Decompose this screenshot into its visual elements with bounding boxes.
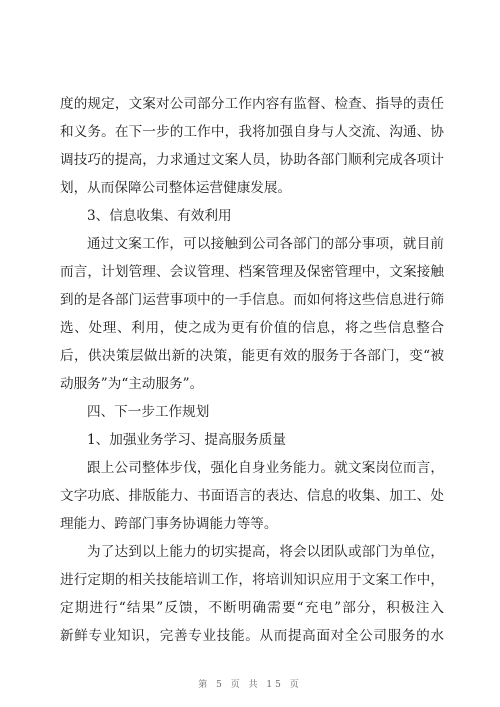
section-heading: 3、信息收集、有效利用 [87,208,232,224]
text-line: 调技巧的提高，力求通过文案人员，协助各部门顺利完成各项计 [60,152,444,168]
page-number: 第 5 页 共 15 页 [198,680,302,690]
text-line: 动服务”为“主动服务”。 [60,376,204,392]
document-body [60,92,444,648]
text-line: 文字功底、排版能力、书面语言的表达、信息的收集、加工、处 [60,488,444,504]
text-line: 理能力、跨部门事务协调能力等等。 [60,516,278,532]
text-line: 进行定期的相关技能培训工作，将培训知识应用于文案工作中， [60,572,444,588]
text-line: 选、处理、利用，使之成为更有价值的信息，将之些信息整合 [60,320,444,336]
subsection-heading: 1、加强业务学习、提高服务质量 [87,432,286,448]
text-line: 为了达到以上能力的切实提高，将会以团队或部门为单位， [87,544,444,560]
text-line: 后，供决策层做出新的决策，能更有效的服务于各部门，变“被 [60,348,444,364]
section-heading: 四、下一步工作规划 [87,404,210,420]
text-line: 度的规定，文案对公司部分工作内容有监督、检查、指导的责任 [60,96,444,112]
text-line: 新鲜专业知识，完善专业技能。从而提高面对全公司服务的水 [60,628,444,644]
text-line: 划，从而保障公司整体运营健康发展。 [60,180,292,196]
text-line: 到的是各部门运营事项中的一手信息。而如何将这些信息进行筛 [60,292,444,308]
text-line: 跟上公司整体步伐，强化自身业务能力。就文案岗位而言， [87,460,444,476]
text-line: 通过文案工作，可以接触到公司各部门的部分事项，就目前 [87,236,444,252]
text-line: 定期进行“结果”反馈，不断明确需要“充电”部分，积极注入 [60,600,444,616]
text-line: 和义务。在下一步的工作中，我将加强自身与人交流、沟通、协 [60,124,444,140]
text-line: 而言，计划管理、会议管理、档案管理及保密管理中，文案接触 [60,264,444,280]
